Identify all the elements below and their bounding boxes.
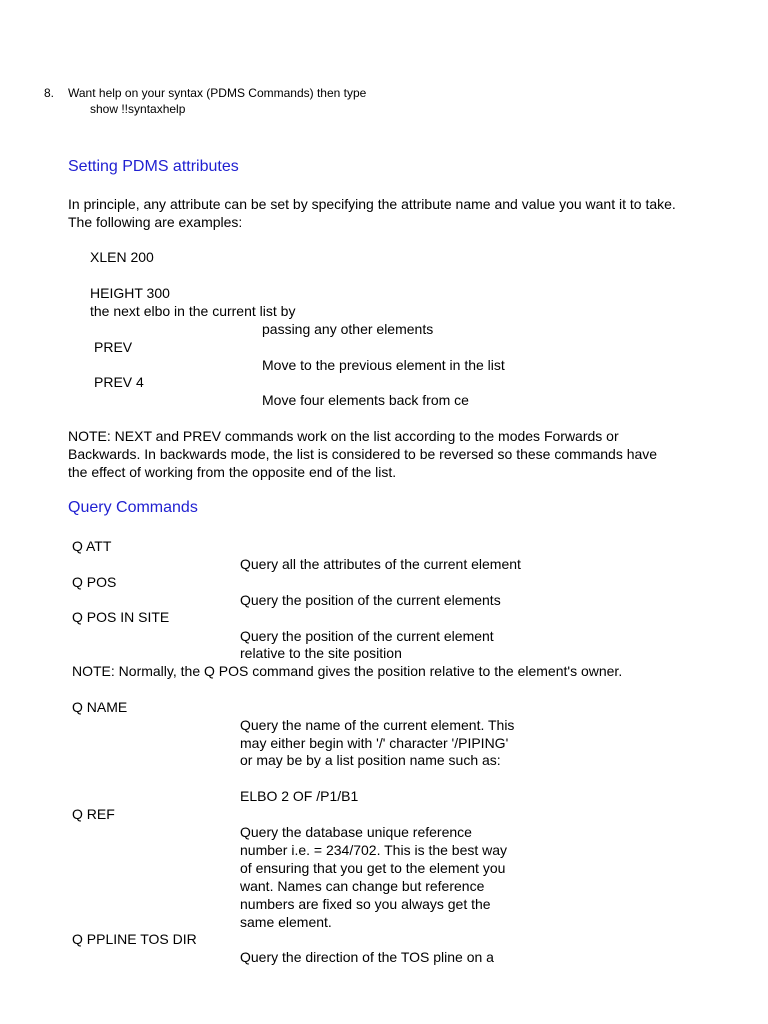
- note-line: the effect of working from the opposite end of the list.: [68, 464, 397, 480]
- list-number: 8.: [44, 86, 55, 100]
- example-command: PREV: [94, 339, 133, 355]
- command-text: show !!syntaxhelp: [90, 102, 186, 116]
- query-example: ELBO 2 OF /P1/B1: [240, 788, 359, 804]
- section-heading-setting: Setting PDMS attributes: [68, 158, 239, 175]
- query-command: Q NAME: [72, 699, 128, 715]
- note-line: Backwards. In backwards mode, the list is considered to be reversed so these commands have: [68, 446, 658, 462]
- query-description: relative to the site position: [240, 645, 402, 661]
- query-description: or may be by a list position name such as:: [240, 752, 501, 768]
- note-line: NOTE: Normally, the Q POS command gives the position relative to the element's owner.: [72, 663, 623, 679]
- query-description: number i.e. = 234/702. This is the best way: [240, 842, 508, 858]
- example-description: passing any other elements: [262, 321, 434, 337]
- section-heading-query: Query Commands: [68, 499, 198, 516]
- paragraph-line: The following are examples:: [68, 214, 243, 230]
- paragraph-line: In principle, any attribute can be set by specifying the attribute name and value you want it to take.: [68, 196, 676, 212]
- item-text: Want help on your syntax (PDMS Commands) then type: [68, 86, 367, 100]
- query-description: Query the position of the current elements: [240, 592, 501, 608]
- example-description: Move four elements back from ce: [262, 392, 469, 408]
- query-command: Q ATT: [72, 538, 112, 554]
- query-description: want. Names can change but reference: [240, 878, 485, 894]
- query-description: Query all the attributes of the current element: [240, 556, 521, 572]
- query-description: same element.: [240, 914, 332, 930]
- note-line: NOTE: NEXT and PREV commands work on the list according to the modes Forwards or: [68, 428, 619, 444]
- query-command: Q REF: [72, 806, 115, 822]
- example-command: XLEN 200: [90, 249, 154, 265]
- query-description: Query the direction of the TOS pline on a: [240, 949, 494, 965]
- query-command: Q POS: [72, 574, 117, 590]
- query-description: may either begin with '/' character '/PIPING': [240, 735, 509, 751]
- example-text: the next elbo in the current list by: [90, 303, 296, 319]
- query-description: of ensuring that you get to the element you: [240, 860, 506, 876]
- query-description: Query the position of the current element: [240, 628, 494, 644]
- query-command: Q PPLINE TOS DIR: [72, 931, 197, 947]
- example-command: HEIGHT 300: [90, 285, 170, 301]
- example-command: PREV 4: [94, 374, 144, 390]
- query-command: Q POS IN SITE: [72, 609, 170, 625]
- query-description: Query the name of the current element. This: [240, 717, 515, 733]
- example-description: Move to the previous element in the list: [262, 357, 505, 373]
- query-description: numbers are fixed so you always get the: [240, 896, 491, 912]
- query-description: Query the database unique reference: [240, 824, 472, 840]
